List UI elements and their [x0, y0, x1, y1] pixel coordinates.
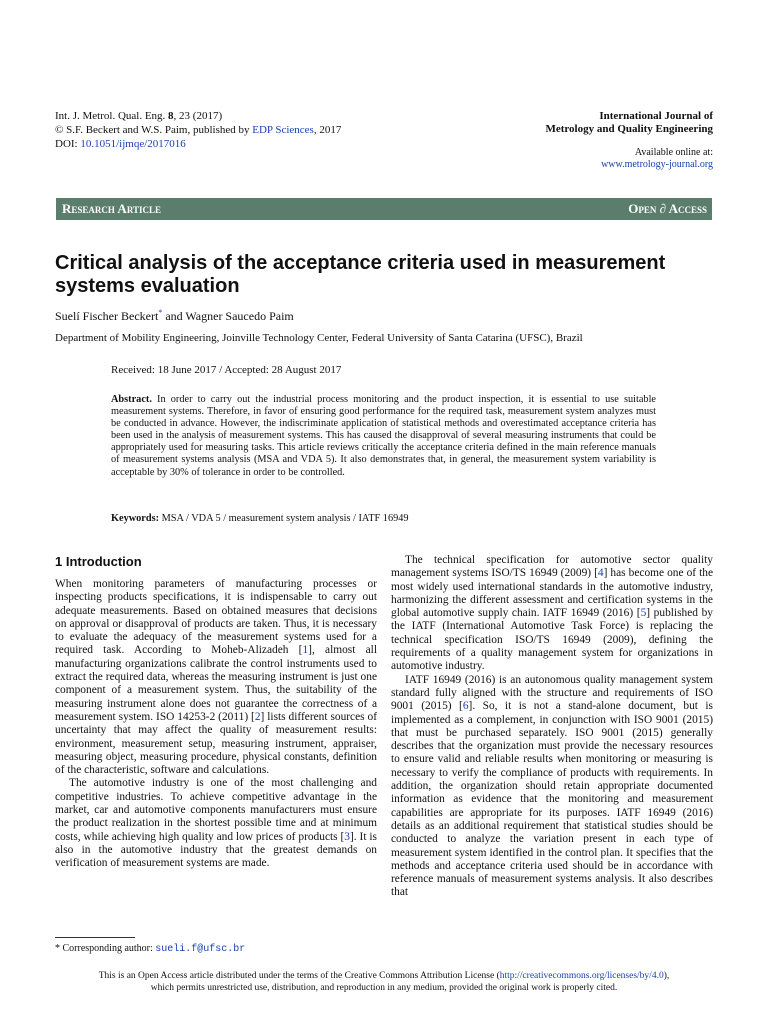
corresponding-author-mark[interactable]: *	[158, 308, 163, 317]
keywords	[111, 513, 409, 524]
paragraph: The technical specification for automotive sector quality management systems ISO/TS 16949 (2009) [4] has become one of the most widely used international standards in the automotive industry, harmonizing the different assessment and certification systems in the global automotive supply chain. IATF 16949 (2016) [5] published by the IATF (International Automotive Task Force) is replacing the technical specification ISO/TS 16949 (2009), defining the requirements of a quality management system for organizations in automotive industry.	[391, 554, 713, 673]
reference-link[interactable]: 1	[302, 644, 309, 657]
citation-line: Int. J. Metrol. Qual. Eng. 8, 23 (2017)	[55, 110, 223, 122]
body-column-left	[55, 578, 377, 871]
journal-name-line2: Metrology and Quality Engineering	[545, 123, 713, 135]
reference-link[interactable]: 2	[254, 710, 261, 723]
footnote-divider	[55, 937, 135, 938]
publisher-link[interactable]: EDP Sciences	[252, 124, 314, 136]
reference-link[interactable]: 6	[462, 700, 469, 713]
received-dates: Received: 18 June 2017 / Accepted: 28 August 2017	[111, 364, 342, 376]
paper-title: Critical analysis of the acceptance criteria used in measurement systems evaluation	[55, 252, 666, 297]
doi-line: DOI: 10.1051/ijmqe/2017016	[55, 138, 186, 150]
paragraph: When monitoring parameters of manufacturing processes or inspecting products specifications, it is indispensable to carry out adequate measurements. Based on obtained measures that decisions on approval or disapproval of products are taken. Thus, it is necessary to evaluate the adequacy of the measurement systems used for a required task. According to Moheb-Alizadeh [1], almost all manufacturing organizations calibrate the control instruments used to extract the required data, whereas the measuring instrument is just one component of a measurement system. Thus, the suitability of the measuring instrument alone does not guarantee the correctness of a measurement system. ISO 14253-2 (2011) [2] lists different sources of uncertainty that may affect the quality of measurement results: environment, measurement setup, measuring instrument, appraiser, measuring object, measuring procedure, physical constants, definition of the characteristic, software and calculations.	[55, 578, 378, 777]
author-email-link[interactable]: sueli.f@ufsc.br	[155, 944, 246, 955]
reference-link[interactable]: 4	[597, 567, 604, 580]
keywords-label: Keywords:	[111, 513, 160, 524]
reference-link[interactable]: 5	[640, 607, 647, 620]
license-url-link[interactable]: http://creativecommons.org/licenses/by/4.0	[499, 971, 664, 981]
keywords-text: MSA / VDA 5 / measurement system analysis / IATF 16949	[159, 513, 409, 524]
reference-link[interactable]: 3	[344, 830, 350, 843]
abstract-text: In order to carry out the industrial process monitoring and the product inspection, it is essential to use suitable measurement systems. Therefore, in favor of ensuring good performance for the required task, measurement system analyzes must be conducted in advance. However, the indiscriminate application of statistical methods and overestimated acceptance criteria has been used in the analysis of measurement systems. This has caused the disapproval of several measuring instruments that could be appropriately used for measuring tasks. This article reviews critically the acceptance criteria defined in the main reference manuals of measurement systems analysis (MSA and VDA 5). It also demonstrates that, in general, the measurement system variability is acceptable by 30% of tolerance in order to be controlled.	[111, 394, 656, 478]
author-list: Suelí Fischer Beckert* and Wagner Saucedo Paim	[55, 308, 294, 323]
article-type-banner	[56, 198, 712, 220]
section-heading: 1 Introduction	[55, 554, 142, 569]
footnote: * Corresponding author: sueli.f@ufsc.br	[55, 943, 246, 955]
abstract-label: Abstract.	[111, 394, 152, 405]
abstract	[111, 394, 656, 479]
research-article-label: Research Article	[62, 201, 162, 216]
available-online-label: Available online at:	[634, 147, 713, 158]
journal-block	[545, 110, 713, 171]
license-notice: This is an Open Access article distributed under the terms of the Creative Commons Attribution License (http://creativecommons.org/licenses/by/4.0), which permits unrestricted use, distribution, and reproduction in any medium, provided the original work is properly cited.	[98, 971, 670, 993]
body-column-right	[391, 554, 713, 900]
open-access-icon: ∂	[659, 201, 667, 216]
copyright-line: © S.F. Beckert and W.S. Paim, published by EDP Sciences, 2017	[55, 124, 342, 136]
open-access-label: Open ∂ Access	[628, 201, 707, 216]
affiliation: Department of Mobility Engineering, Joinville Technology Center, Federal University of Santa Catarina (UFSC), Brazil	[55, 332, 583, 344]
paragraph: The automotive industry is one of the most challenging and competitive industries. To achieve competitive advantage in the market, car and automotive components manufacturers must ensure the product realization in the shortest possible time and at minimum costs, while achieving high quality and low prices of products [3]. It is also in the automotive industry that the greatest demands on verification of measurement systems are made.	[55, 777, 377, 870]
citation-block	[55, 109, 341, 151]
doi-link[interactable]: 10.1051/ijmqe/2017016	[80, 138, 186, 150]
journal-url-link[interactable]: www.metrology-journal.org	[601, 159, 713, 170]
paragraph: IATF 16949 (2016) is an autonomous quality management system standard fully aligned with the structure and requirements of ISO 9001 (2015) [6]. So, it is not a stand-alone document, but is implemented as a complement, in conjunction with ISO 9001 (2015) that must be purchased separately. ISO 9001 (2015) generally describes that the organization must provide the necessary resources to ensure valid and reliable results when monitoring or measuring is necessary to verify the compliance of products with requirements. In addition, the organization should retain appropriate documented information as evidence that the monitoring and measurement capabilities are appropriate for its purposes. IATF 16949 (2016) details as an additional requirement that statistical studies should be conducted to analyze the variation present in each type of measurement system identified in the control plan. It specifies that the methods and acceptance criteria used should be in accordance with reference manuals of measurement systems analysis. It also describes that	[391, 673, 713, 899]
journal-name-line1: International Journal of	[599, 110, 713, 122]
